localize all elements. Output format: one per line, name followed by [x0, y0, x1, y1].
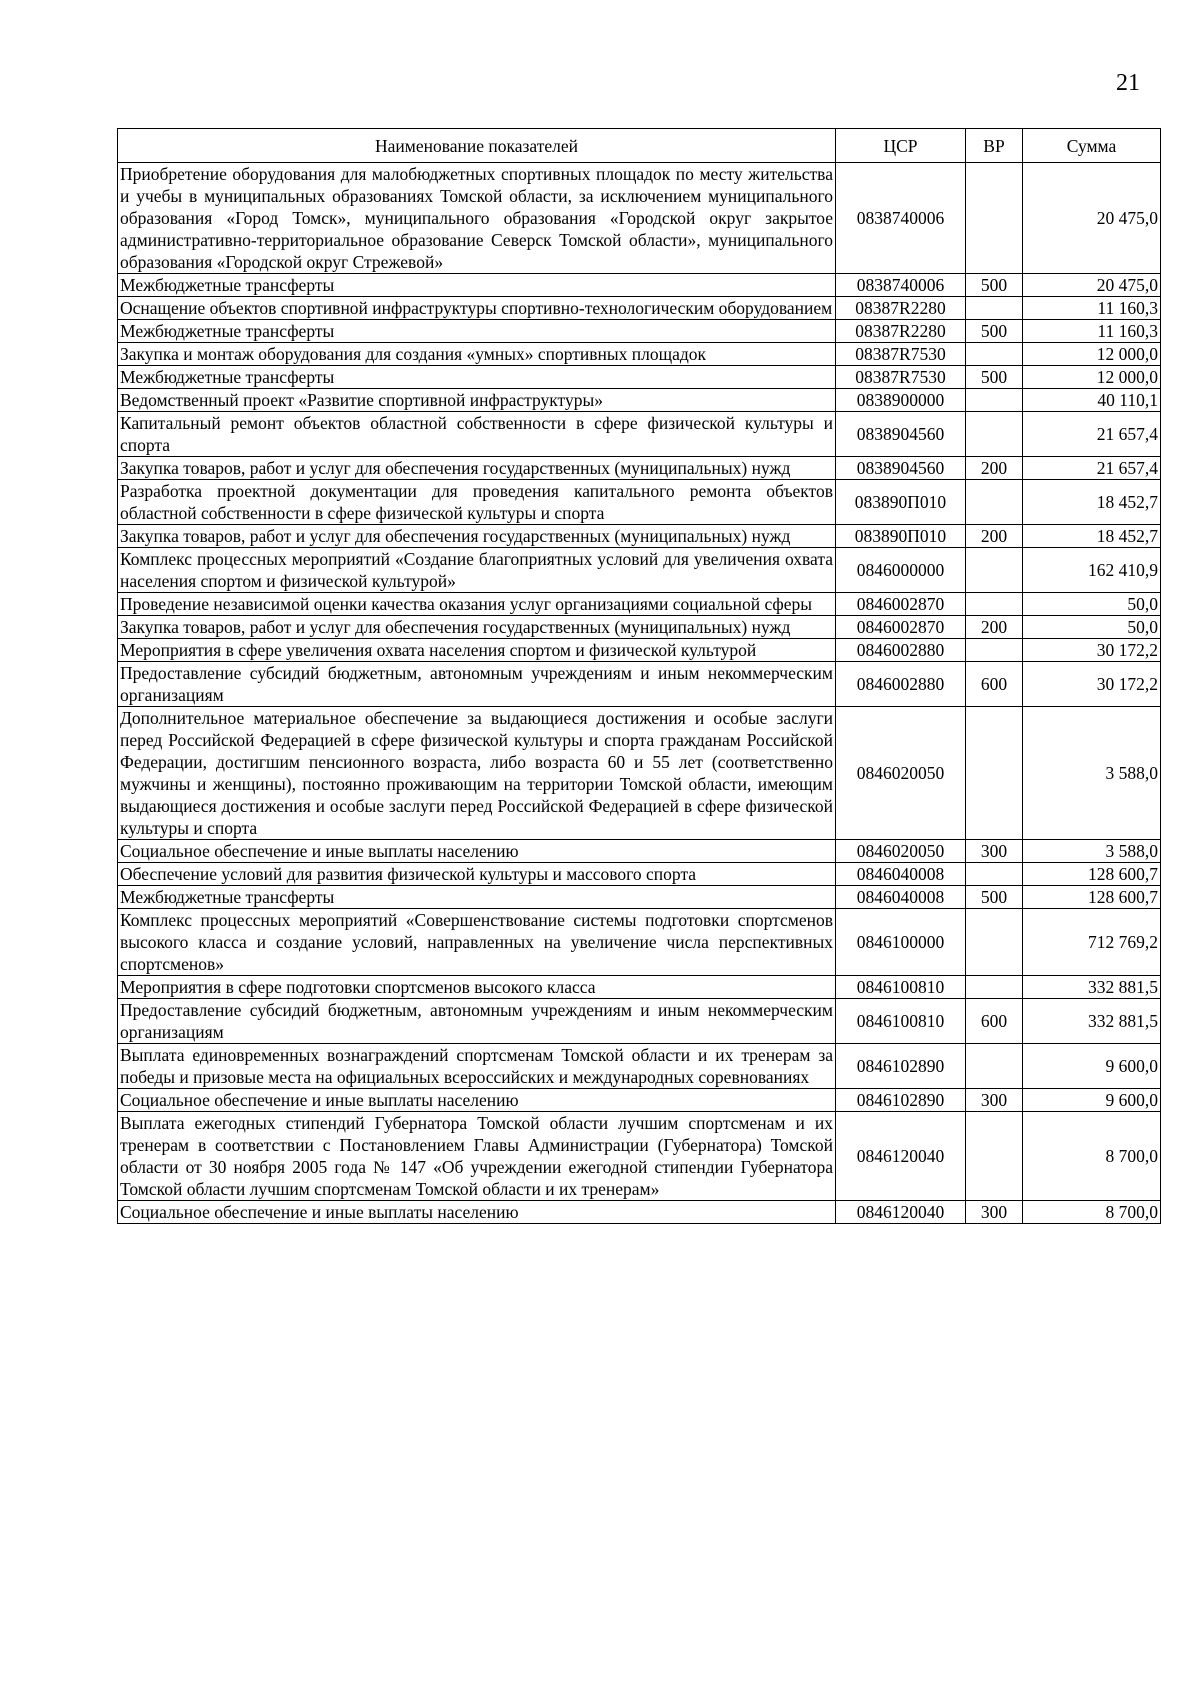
cell-csr: 083890П010	[836, 525, 966, 548]
table-row	[118, 707, 1161, 840]
cell-vr	[966, 548, 1023, 593]
table-row	[118, 366, 1161, 389]
header-row	[118, 129, 1161, 163]
table-row	[118, 163, 1161, 274]
header-sum: Сумма	[1023, 129, 1161, 163]
cell-name: Обеспечение условий для развития физической культуры и массового спорта	[118, 863, 836, 886]
cell-vr	[966, 639, 1023, 662]
cell-name: Выплата ежегодных стипендий Губернатора Томской области лучшим спортсменам и их тренерам в соответствии с Постановлением Главы Администрации (Губернатора) Томской области от 30 ноября 2005 года № 147 «Об учреждении ежегодной стипендии Губернатора Томской области лучшим спортсменам Томской области и их тренерам»	[118, 1112, 836, 1201]
cell-sum: 18 452,7	[1023, 525, 1161, 548]
cell-sum: 3 588,0	[1023, 707, 1161, 840]
cell-csr: 0846120040	[836, 1112, 966, 1201]
table-row	[118, 1089, 1161, 1112]
cell-vr	[966, 1112, 1023, 1201]
table-row	[118, 548, 1161, 593]
cell-name: Закупка товаров, работ и услуг для обеспечения государственных (муниципальных) нужд	[118, 457, 836, 480]
table-row	[118, 886, 1161, 909]
cell-sum: 128 600,7	[1023, 886, 1161, 909]
page-number: 21	[1116, 70, 1140, 96]
cell-csr: 0846020050	[836, 707, 966, 840]
cell-sum: 40 110,1	[1023, 389, 1161, 412]
cell-name: Разработка проектной документации для проведения капитального ремонта объектов областной собственности в сфере физической культуры и спорта	[118, 480, 836, 525]
cell-name: Межбюджетные трансферты	[118, 886, 836, 909]
cell-vr: 500	[966, 886, 1023, 909]
cell-name: Предоставление субсидий бюджетным, автономным учреждениям и иным некоммерческим организациям	[118, 662, 836, 707]
cell-vr	[966, 909, 1023, 976]
cell-sum: 9 600,0	[1023, 1044, 1161, 1089]
cell-sum: 162 410,9	[1023, 548, 1161, 593]
cell-sum: 8 700,0	[1023, 1112, 1161, 1201]
cell-name: Выплата единовременных вознаграждений спортсменам Томской области и их тренерам за победы и призовые места на официальных всероссийских и международных соревнованиях	[118, 1044, 836, 1089]
cell-name: Межбюджетные трансферты	[118, 320, 836, 343]
cell-sum: 332 881,5	[1023, 976, 1161, 999]
cell-sum: 50,0	[1023, 593, 1161, 616]
cell-vr: 300	[966, 1201, 1023, 1224]
cell-csr: 0846040008	[836, 863, 966, 886]
table-row	[118, 976, 1161, 999]
cell-name: Закупка товаров, работ и услуг для обеспечения государственных (муниципальных) нужд	[118, 616, 836, 639]
cell-sum: 11 160,3	[1023, 297, 1161, 320]
cell-vr: 200	[966, 616, 1023, 639]
cell-vr: 500	[966, 274, 1023, 297]
table-row	[118, 840, 1161, 863]
header-csr: ЦСР	[836, 129, 966, 163]
cell-vr	[966, 707, 1023, 840]
cell-vr	[966, 163, 1023, 274]
table-row	[118, 1112, 1161, 1201]
table-row	[118, 320, 1161, 343]
cell-csr: 0846002870	[836, 593, 966, 616]
cell-name: Социальное обеспечение и иные выплаты населению	[118, 1201, 836, 1224]
cell-name: Межбюджетные трансферты	[118, 366, 836, 389]
cell-vr: 500	[966, 320, 1023, 343]
cell-csr: 0838904560	[836, 457, 966, 480]
cell-vr	[966, 480, 1023, 525]
cell-csr: 0838740006	[836, 163, 966, 274]
table-row	[118, 593, 1161, 616]
table-row	[118, 525, 1161, 548]
cell-sum: 18 452,7	[1023, 480, 1161, 525]
table-row	[118, 457, 1161, 480]
cell-name: Приобретение оборудования для малобюджетных спортивных площадок по месту жительства и учебы в муниципальных образованиях Томской области, за исключением муниципального образования «Город Томск», муниципального образования «Городской округ закрытое административно-территориальное образование Северск Томской области», муниципального образования «Городской округ Стрежевой»	[118, 163, 836, 274]
table-row	[118, 1044, 1161, 1089]
cell-vr	[966, 1044, 1023, 1089]
cell-vr	[966, 343, 1023, 366]
cell-name: Оснащение объектов спортивной инфраструктуры спортивно-технологическим оборудованием	[118, 297, 836, 320]
cell-sum: 30 172,2	[1023, 639, 1161, 662]
cell-csr: 0846102890	[836, 1089, 966, 1112]
cell-sum: 9 600,0	[1023, 1089, 1161, 1112]
cell-vr: 600	[966, 662, 1023, 707]
cell-csr: 0846002880	[836, 662, 966, 707]
cell-csr: 0846002870	[836, 616, 966, 639]
cell-sum: 30 172,2	[1023, 662, 1161, 707]
cell-name: Социальное обеспечение и иные выплаты населению	[118, 1089, 836, 1112]
table-row	[118, 480, 1161, 525]
budget-table	[117, 128, 1161, 1224]
cell-vr: 500	[966, 366, 1023, 389]
cell-name: Мероприятия в сфере подготовки спортсменов высокого класса	[118, 976, 836, 999]
table-row	[118, 999, 1161, 1044]
cell-csr: 0846040008	[836, 886, 966, 909]
cell-vr	[966, 297, 1023, 320]
cell-vr	[966, 389, 1023, 412]
table-row	[118, 616, 1161, 639]
cell-csr: 083890П010	[836, 480, 966, 525]
table-row	[118, 863, 1161, 886]
table-row	[118, 662, 1161, 707]
table-body	[118, 163, 1161, 1224]
header-vr: ВР	[966, 129, 1023, 163]
cell-csr: 0838900000	[836, 389, 966, 412]
cell-csr: 0846002880	[836, 639, 966, 662]
cell-sum: 8 700,0	[1023, 1201, 1161, 1224]
cell-vr	[966, 412, 1023, 457]
table-row	[118, 909, 1161, 976]
cell-sum: 3 588,0	[1023, 840, 1161, 863]
cell-csr: 08387R7530	[836, 366, 966, 389]
cell-sum: 21 657,4	[1023, 457, 1161, 480]
cell-csr: 0846000000	[836, 548, 966, 593]
cell-name: Дополнительное материальное обеспечение за выдающиеся достижения и особые заслуги перед Российской Федерацией в сфере физической культуры и спорта гражданам Российской Федерации, достигшим пенсионного возраста, либо возраста 60 и 55 лет (соответственно мужчины и женщины), постоянно проживающим на территории Томской области, имеющим выдающиеся достижения и особые заслуги перед Российской Федерацией в сфере физической культуры и спорта	[118, 707, 836, 840]
cell-name: Мероприятия в сфере увеличения охвата населения спортом и физической культурой	[118, 639, 836, 662]
cell-name: Социальное обеспечение и иные выплаты населению	[118, 840, 836, 863]
cell-sum: 712 769,2	[1023, 909, 1161, 976]
header-name: Наименование показателей	[118, 129, 836, 163]
cell-name: Капитальный ремонт объектов областной собственности в сфере физической культуры и спорта	[118, 412, 836, 457]
cell-name: Комплекс процессных мероприятий «Совершенствование системы подготовки спортсменов высокого класса и создание условий, направленных на увеличение числа перспективных спортсменов»	[118, 909, 836, 976]
cell-csr: 0846020050	[836, 840, 966, 863]
cell-vr: 200	[966, 525, 1023, 548]
cell-name: Ведомственный проект «Развитие спортивной инфраструктуры»	[118, 389, 836, 412]
cell-vr	[966, 863, 1023, 886]
cell-csr: 08387R2280	[836, 320, 966, 343]
cell-vr: 200	[966, 457, 1023, 480]
cell-vr	[966, 593, 1023, 616]
cell-csr: 08387R2280	[836, 297, 966, 320]
cell-csr: 0846120040	[836, 1201, 966, 1224]
cell-name: Предоставление субсидий бюджетным, автономным учреждениям и иным некоммерческим организациям	[118, 999, 836, 1044]
cell-sum: 20 475,0	[1023, 163, 1161, 274]
table-row	[118, 297, 1161, 320]
cell-name: Комплекс процессных мероприятий «Создание благоприятных условий для увеличения охвата населения спортом и физической культурой»	[118, 548, 836, 593]
cell-name: Проведение независимой оценки качества оказания услуг организациями социальной сферы	[118, 593, 836, 616]
cell-vr: 300	[966, 840, 1023, 863]
cell-csr: 0846100000	[836, 909, 966, 976]
cell-sum: 11 160,3	[1023, 320, 1161, 343]
cell-name: Закупка товаров, работ и услуг для обеспечения государственных (муниципальных) нужд	[118, 525, 836, 548]
cell-csr: 0838904560	[836, 412, 966, 457]
cell-vr	[966, 976, 1023, 999]
cell-sum: 20 475,0	[1023, 274, 1161, 297]
cell-sum: 128 600,7	[1023, 863, 1161, 886]
table-row	[118, 389, 1161, 412]
table-row	[118, 639, 1161, 662]
cell-sum: 21 657,4	[1023, 412, 1161, 457]
cell-sum: 332 881,5	[1023, 999, 1161, 1044]
cell-csr: 0846100810	[836, 999, 966, 1044]
cell-sum: 12 000,0	[1023, 366, 1161, 389]
cell-vr: 600	[966, 999, 1023, 1044]
cell-vr: 300	[966, 1089, 1023, 1112]
cell-csr: 0838740006	[836, 274, 966, 297]
table-row	[118, 412, 1161, 457]
cell-sum: 50,0	[1023, 616, 1161, 639]
cell-name: Межбюджетные трансферты	[118, 274, 836, 297]
cell-csr: 0846102890	[836, 1044, 966, 1089]
cell-name: Закупка и монтаж оборудования для создания «умных» спортивных площадок	[118, 343, 836, 366]
cell-csr: 08387R7530	[836, 343, 966, 366]
table-row	[118, 1201, 1161, 1224]
cell-sum: 12 000,0	[1023, 343, 1161, 366]
cell-csr: 0846100810	[836, 976, 966, 999]
table-row	[118, 274, 1161, 297]
table-row	[118, 343, 1161, 366]
